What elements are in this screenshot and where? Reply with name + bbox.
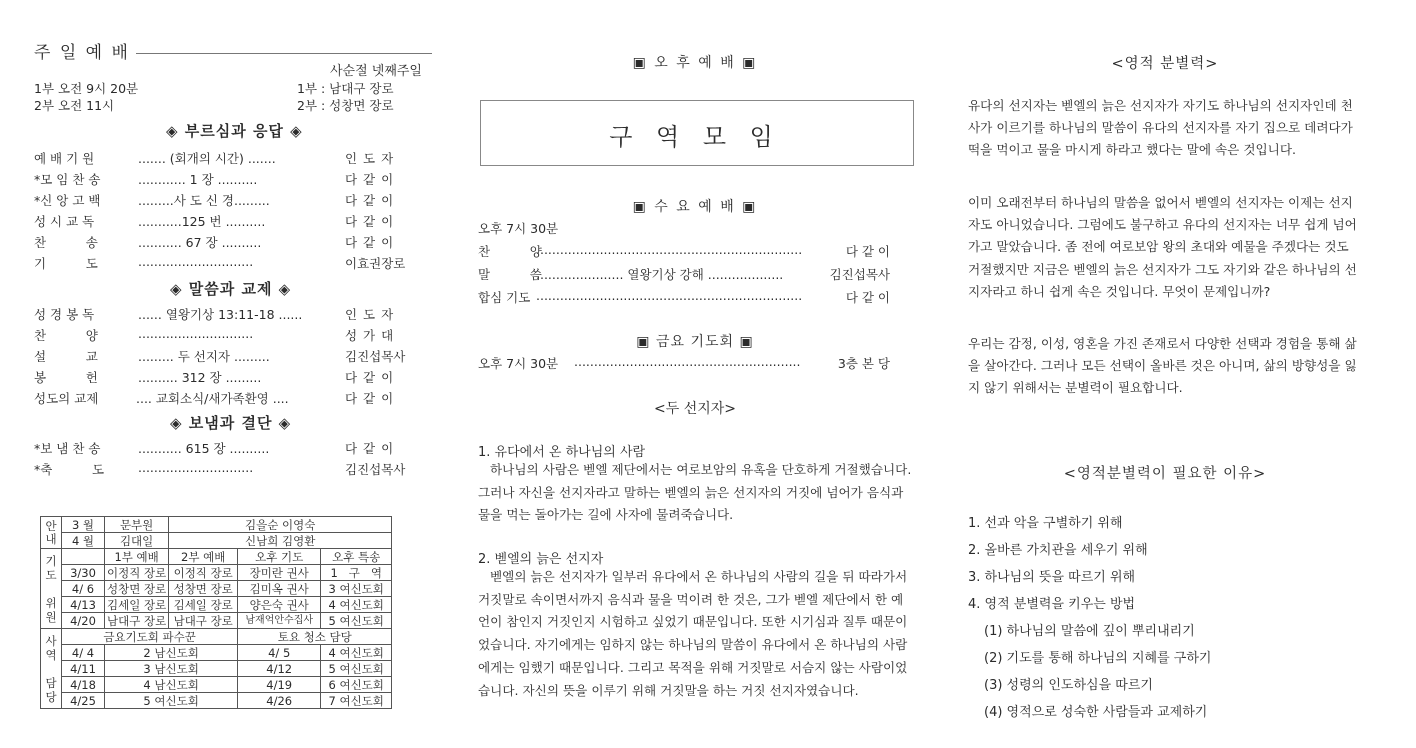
table-cell: 3 남신도회 xyxy=(105,661,238,677)
table-header: 1부 예배 xyxy=(105,549,169,565)
table-cell: 3 월 xyxy=(62,517,105,533)
order-name: 합심 기도 xyxy=(478,290,531,305)
order-name: *신 앙 고 백 xyxy=(34,193,101,208)
prayer-label xyxy=(41,549,62,629)
wednesday-row xyxy=(478,242,890,260)
table-cell: 김미옥 권사 xyxy=(238,581,321,597)
order-name: *축 도 xyxy=(34,462,105,477)
order-name: 찬 양 xyxy=(478,244,542,259)
table-header: 금요기도회 파수꾼 xyxy=(62,629,238,645)
order-name: *보 냄 찬 송 xyxy=(34,441,101,456)
table-cell: 4 남신도회 xyxy=(105,677,238,693)
table-cell: 이정직 장로 xyxy=(169,565,238,581)
table-cell: 3/30 xyxy=(62,565,105,581)
order-content: ....... (회개의 시간) ....... xyxy=(138,151,276,166)
order-row xyxy=(34,439,426,457)
order-person: 인 도 자 xyxy=(345,307,395,322)
guide-label: 안내 xyxy=(41,517,62,549)
leader-2: 2부 : 성창면 장로 xyxy=(297,98,394,113)
order-person: 성 가 대 xyxy=(345,328,395,343)
table-row xyxy=(41,517,392,533)
order-content: ...........125 번 .......... xyxy=(138,214,266,229)
order-row xyxy=(34,326,426,344)
order-row xyxy=(34,347,426,365)
title-rule xyxy=(136,53,432,54)
order-person: 다 같 이 xyxy=(845,244,890,259)
order-content: ...... 열왕기상 13:11-18 ...... xyxy=(138,307,303,322)
table-cell: 4 여신도회 xyxy=(321,597,392,613)
table-cell: 4 여신도회 xyxy=(321,645,392,661)
table-row xyxy=(41,629,392,645)
friday-title: ▣ 금요 기도회 ▣ xyxy=(636,334,754,350)
order-person: 다 같 이 xyxy=(345,214,395,229)
order-content: .......... 312 장 ......... xyxy=(138,370,262,385)
table-cell: 김세일 장로 xyxy=(105,597,169,613)
section-heading-calling: ◈ 부르심과 응답 ◈ xyxy=(166,122,303,140)
leader-label-text: 위원 xyxy=(45,595,57,624)
table-row xyxy=(41,533,392,549)
list-item: 1. 선과 악을 구별하기 위해 xyxy=(968,516,1123,531)
order-name: 기 도 xyxy=(34,256,98,271)
table-header: 토요 청소 담당 xyxy=(238,629,392,645)
table-row xyxy=(41,661,392,677)
small-group-title: 구 역 모 임 xyxy=(609,123,781,151)
table-cell: 4/13 xyxy=(62,597,105,613)
table-cell: 김대일 xyxy=(105,533,169,549)
wednesday-title: ▣ 수 요 예 배 ▣ xyxy=(632,199,758,215)
order-content: ............ 1 장 .......... xyxy=(138,172,258,187)
table-cell: 김을순 이영숙 xyxy=(169,517,392,533)
point-1-title: 1. 유다에서 온 하나님의 사람 xyxy=(478,445,646,460)
list-item: 3. 하나님의 뜻을 따르기 위해 xyxy=(968,570,1136,585)
duty-label-text: 사역 xyxy=(45,633,57,662)
friday-row xyxy=(478,354,890,372)
right-column xyxy=(968,0,1362,748)
order-person: 다 같 이 xyxy=(345,235,395,250)
table-row xyxy=(41,693,392,709)
small-group-box xyxy=(480,100,914,166)
list-item: (2) 기도를 통해 하나님의 지혜를 구하기 xyxy=(984,651,1212,666)
section-heading-sending: ◈ 보냄과 결단 ◈ xyxy=(170,414,292,432)
order-name: 찬 송 xyxy=(34,235,98,250)
order-content: ................................................................... xyxy=(536,242,803,257)
season-label: 사순절 넷째주일 xyxy=(329,64,422,79)
table-row xyxy=(41,549,392,565)
reasons-title: <영적분별력이 필요한 이유> xyxy=(1063,466,1267,482)
list-item: 4. 영적 분별력을 키우는 방법 xyxy=(968,597,1136,612)
table-cell: 양은숙 권사 xyxy=(238,597,321,613)
list-item: (1) 하나님의 말씀에 깊이 뿌리내리기 xyxy=(984,624,1195,639)
list-item: (3) 성령의 인도하심을 따르기 xyxy=(984,678,1153,693)
point-1-body: 하나님의 사람은 벧엘 제단에서는 여로보암의 유혹을 단호하게 거절했습니다. 그러나 자신을 선지자라고 말하는 벧엘의 늙은 선지자의 거짓에 넘어가 음식과 물을 먹는 돌아가는 길에 사자에 물려죽습니다. xyxy=(478,462,916,523)
section-heading-word: ◈ 말씀과 교제 ◈ xyxy=(170,280,292,298)
order-content: ................................................................... xyxy=(536,288,803,303)
table-cell: 4/12 xyxy=(238,661,321,677)
table-row xyxy=(41,597,392,613)
order-row xyxy=(34,191,426,209)
order-name: 성 경 봉 독 xyxy=(34,307,95,322)
table-cell: 4/11 xyxy=(62,661,105,677)
table-cell: 7 여신도회 xyxy=(321,693,392,709)
table-cell: 5 여신도회 xyxy=(105,693,238,709)
table-cell: 신남희 김영환 xyxy=(169,533,392,549)
table-cell: 4/ 5 xyxy=(238,645,321,661)
wednesday-row xyxy=(478,288,890,306)
table-cell: 남대구 장로 xyxy=(105,613,169,629)
order-name: *모 임 찬 송 xyxy=(34,172,101,187)
wednesday-time: 오후 7시 30분 xyxy=(478,221,559,236)
table-header: 오후 특송 xyxy=(321,549,392,565)
order-person: 인 도 자 xyxy=(345,151,395,166)
order-content: .........사 도 신 경......... xyxy=(138,193,270,208)
point-2-body: 벧엘의 늙은 선지자가 일부러 유다에서 온 하나님의 사람의 길을 뒤 따라가서 거짓말로 속이면서까지 음식과 물을 먹이려 한 것은, 그가 벧엘 제단에서 한 예언이 참인지 거짓인지 시험하고 싶었기 때문입니다. 또한 시기심과 질투 때문이었습니다. 자기에게는 임하지 않는 하나님의 말씀이 유다에서 온 하나님의 사람에게는 임했기 때문입니다. 그리고 목적을 위해 거짓말로 서슴지 않는 사람이었습니다. 자신의 뜻을 이루기 위해 거짓말을 하는 거짓 선지자였습니다. xyxy=(478,569,912,698)
order-row xyxy=(34,170,426,188)
time-2: 2부 오전 11시 xyxy=(34,98,115,113)
order-row xyxy=(34,149,426,167)
sunday-title: 주 일 예 배 xyxy=(34,43,130,63)
table-cell: 4/20 xyxy=(62,613,105,629)
table-cell: 성창면 장로 xyxy=(169,581,238,597)
discernment-para-2: 이미 오래전부터 하나님의 말씀을 없어서 벧엘의 선지자는 이제는 선지자도 아니었습니다. 그럼에도 불구하고 유다의 선지자는 너무 쉽게 넘어가고 말았습니다. 좀 전에 여로보암 왕의 초대와 예물을 주겠다는 것도 거절했지만 지금은 벧엘의 늙은 선지자가 그도 자기와 같은 하나님의 선지자라고 하니 쉽게 속은 것입니다. 무엇이 문제입니까? xyxy=(968,195,1357,299)
sermon-title: <두 선지자> xyxy=(653,401,736,417)
order-content: ......................................................... xyxy=(574,354,801,369)
discernment-para-1: 유다의 선지자는 벧엘의 늙은 선지자가 자기도 하나님의 선지자인데 천사가 이르기를 하나님의 말씀이 유다의 선지자를 자기 집으로 데려다가 떡을 먹이고 물을 마시게 하라고 했다는 말에 속은 것입니다. xyxy=(968,98,1353,158)
order-row xyxy=(34,254,426,272)
table-cell: 6 여신도회 xyxy=(321,677,392,693)
table-cell: 이정직 장로 xyxy=(105,565,169,581)
duty-label xyxy=(41,629,62,709)
duty-label-text-2: 담당 xyxy=(45,675,57,704)
order-person: 이효권장로 xyxy=(345,256,406,271)
order-person: 김진섭목사 xyxy=(345,349,406,364)
order-person: 김진섭목사 xyxy=(829,267,890,282)
table-row xyxy=(41,581,392,597)
order-name: 성도의 교제 xyxy=(34,391,99,406)
table-cell: 5 여신도회 xyxy=(321,613,392,629)
wednesday-row xyxy=(478,265,890,283)
prayer-label-text: 기도 xyxy=(45,553,57,582)
table-cell: 성창면 장로 xyxy=(105,581,169,597)
discernment-para-3: 우리는 감정, 이성, 영혼을 가진 존재로서 다양한 선택과 경험을 통해 삶을 살아간다. 그러나 모든 선택이 올바른 것은 아니며, 삶의 방향성을 잃지 않기 위해서는 분별력이 필요합니다. xyxy=(968,336,1357,396)
table-cell: 4/19 xyxy=(238,677,321,693)
order-row xyxy=(34,305,426,323)
table-row xyxy=(41,677,392,693)
order-person: 다 같 이 xyxy=(345,172,395,187)
leader-1: 1부 : 남대구 장로 xyxy=(297,81,394,96)
order-person: 다 같 이 xyxy=(345,391,395,406)
order-content: ........... 615 장 .......... xyxy=(138,441,270,456)
table-cell: 2 남신도회 xyxy=(105,645,238,661)
time-1: 1부 오전 9시 20분 xyxy=(34,81,139,96)
table-row xyxy=(41,645,392,661)
table-cell: 3 여신도회 xyxy=(321,581,392,597)
order-person: 김진섭목사 xyxy=(345,462,406,477)
table-row xyxy=(41,613,392,629)
order-name: 오후 7시 30분 xyxy=(478,356,559,371)
table-cell: 4/18 xyxy=(62,677,105,693)
table-cell: 남대구 장로 xyxy=(169,613,238,629)
table-row xyxy=(41,565,392,581)
order-name: 찬 양 xyxy=(34,328,98,343)
table-cell-empty xyxy=(62,549,105,565)
order-person: 다 같 이 xyxy=(345,441,395,456)
order-name: 말 씀 xyxy=(478,267,542,282)
order-name: 성 시 교 독 xyxy=(34,214,95,229)
order-content: ............................. xyxy=(138,460,254,475)
order-row xyxy=(34,460,426,478)
table-cell: 1 구 역 xyxy=(321,565,392,581)
table-cell: 4/26 xyxy=(238,693,321,709)
table-cell: 4/ 4 xyxy=(62,645,105,661)
duty-table xyxy=(40,516,392,709)
order-row xyxy=(34,233,426,251)
table-header: 오후 기도 xyxy=(238,549,321,565)
order-name: 예 배 기 원 xyxy=(34,151,95,166)
order-person: 다 같 이 xyxy=(845,290,890,305)
point-2-title: 2. 벧엘의 늙은 선지자 xyxy=(478,552,604,567)
order-name: 봉 헌 xyxy=(34,370,98,385)
order-content: ......... 두 선지자 ......... xyxy=(138,349,270,364)
table-cell: 남재억안수집사 xyxy=(238,613,321,629)
order-person: 3층 본 당 xyxy=(837,356,890,371)
order-person: 다 같 이 xyxy=(345,370,395,385)
table-header: 2부 예배 xyxy=(169,549,238,565)
order-row xyxy=(34,368,426,386)
order-content: ...................... 열왕기상 강해 ................... xyxy=(536,267,784,282)
order-name: 설 교 xyxy=(34,349,98,364)
table-cell: 김세일 장로 xyxy=(169,597,238,613)
table-cell: 5 여신도회 xyxy=(321,661,392,677)
order-content: .... 교회소식/새가족환영 .... xyxy=(136,391,289,406)
table-cell: 4/25 xyxy=(62,693,105,709)
discernment-title: <영적 분별력> xyxy=(1111,56,1219,72)
table-cell: 장미란 권사 xyxy=(238,565,321,581)
afternoon-title: ▣ 오 후 예 배 ▣ xyxy=(632,55,758,71)
order-row xyxy=(34,212,426,230)
table-cell: 4 월 xyxy=(62,533,105,549)
order-row xyxy=(34,389,426,407)
list-item: (4) 영적으로 성숙한 사람들과 교제하기 xyxy=(984,705,1208,720)
order-person: 다 같 이 xyxy=(345,193,395,208)
table-cell: 문부원 xyxy=(105,517,169,533)
order-content: ............................. xyxy=(138,326,254,341)
order-content: ............................. xyxy=(138,254,254,269)
table-cell: 4/ 6 xyxy=(62,581,105,597)
list-item: 2. 올바른 가치관을 세우기 위해 xyxy=(968,543,1148,558)
order-content: ........... 67 장 .......... xyxy=(138,235,262,250)
